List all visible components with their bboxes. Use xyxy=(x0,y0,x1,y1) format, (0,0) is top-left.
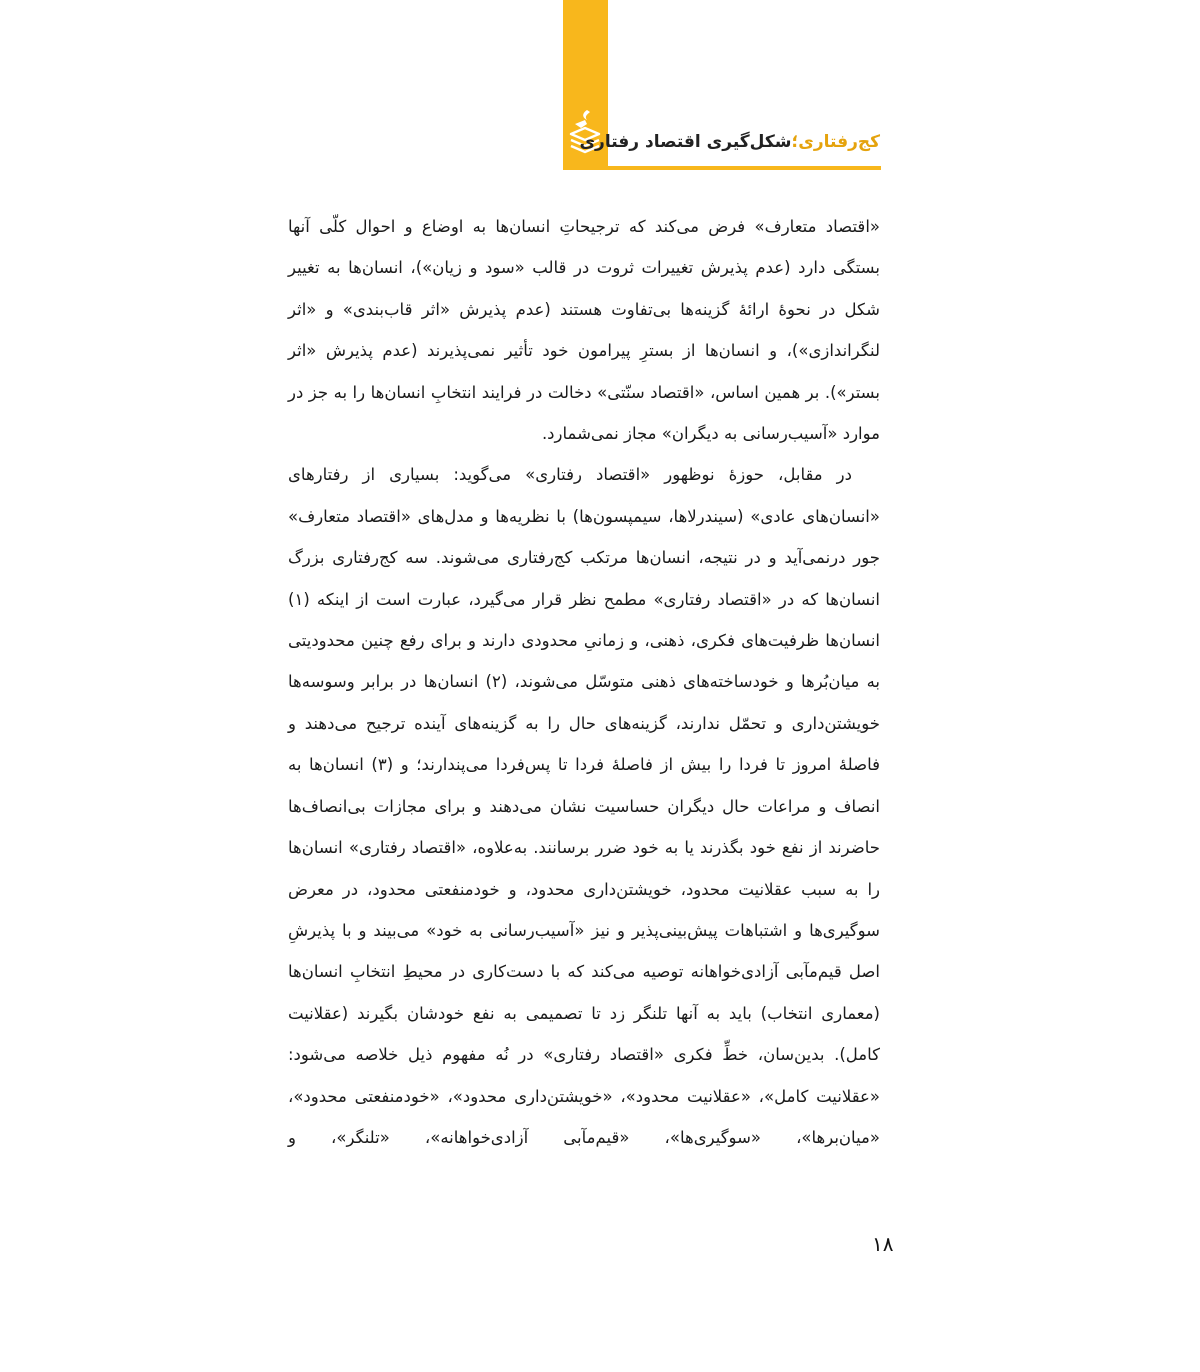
header-title-prefix: کج‌رفتاری xyxy=(798,132,880,152)
body-text xyxy=(288,206,880,1158)
page-number: ۱۸ xyxy=(872,1232,894,1256)
paragraph-1: «اقتصاد متعارف» فرض می‌کند که ترجیحاتِ انسان‌ها به اوضاع و احوال کلّی آنها بستگی دارد (عدم پذیرش تغییرات ثروت در قالب «سود و زیان»)، انسان‌ها به تغییر شکل در نحوهٔ ارائهٔ گزینه‌ها بی‌تفاوت هستند (عدم پذیرش «اثر قاب‌بندی» و «اثر لنگراندازی»)، و انسان‌ها از بسترِ پیرامون خود تأثیر نمی‌پذیرند (عدم پذیرش «اثر بستر»). بر همین اساس، «اقتصاد سنّتی» دخالت در فرایند انتخابِ انسان‌ها را به جز در موارد «آسیب‌رسانی به دیگران» مجاز نمی‌شمارد. xyxy=(288,217,880,444)
header-title-separator: ؛ xyxy=(791,132,799,152)
running-header xyxy=(579,132,880,152)
header-title-main: شکل‌گیری اقتصاد رفتاری xyxy=(579,132,792,152)
paragraph-2: در مقابل، حوزهٔ نوظهور «اقتصاد رفتاری» می‌گوید: بسیاری از رفتارهای «انسان‌های عادی» (سیندرلاها، سیمپسون‌ها) با نظریه‌ها و مدل‌های «اقتصاد متعارف» جور درنمی‌آید و در نتیجه، انسان‌ها مرتکب کج‌رفتاری می‌شوند. سه کج‌رفتاری بزرگ انسان‌ها که در «اقتصاد رفتاری» مطمح نظر قرار می‌گیرد، عبارت است از اینکه (۱) انسان‌ها ظرفیت‌های فکری، ذهنی، و زمانیِ محدودی دارند و برای رفع چنین محدودیتی به میان‌بُرها و خودساخته‌های ذهنی متوسّل می‌شوند، (۲) انسان‌ها در برابر وسوسه‌ها خویشتن‌داری و تحمّل ندارند، گزینه‌های حال را به گزینه‌های آینده ترجیح می‌دهند و فاصلهٔ امروز تا فردا را بیش از فاصلهٔ فردا تا پس‌فردا می‌پندارند؛ و (۳) انسان‌ها به انصاف و مراعات حال دیگران حساسیت نشان می‌دهند و برای مجازات بی‌انصاف‌ها حاضرند از نفع خود بگذرند یا به خود ضرر برسانند. به‌علاوه، «اقتصاد رفتاری» انسان‌ها را به سبب عقلانیت محدود، خویشتن‌داری محدود، و خودمنفعتی محدود، در معرض سوگیری‌ها و اشتباهات پیش‌بینی‌پذیر و نیز «آسیب‌رسانی به خود» می‌بیند و با پذیرشِ اصل قیم‌مآبی آزادی‌خواهانه توصیه می‌کند که با دست‌کاری در محیطِ انتخابِ انسان‌ها (معماری انتخاب) باید به آنها تلنگر زد تا تصمیمی به نفع خودشان بگیرند (عقلانیت کامل). بدین‌سان، خطِّ فکری «اقتصاد رفتاری» در نُه مفهوم ذیل خلاصه می‌شود: «عقلانیت کامل»، «عقلانیت محدود»، «خویشتن‌داری محدود»، «خودمنفعتی محدود»، «میان‌برها»، «سوگیری‌ها»، «قیم‌مآبی آزادی‌خواهانه»، «تلنگر»، و xyxy=(288,465,881,1147)
header-rule xyxy=(563,166,881,170)
